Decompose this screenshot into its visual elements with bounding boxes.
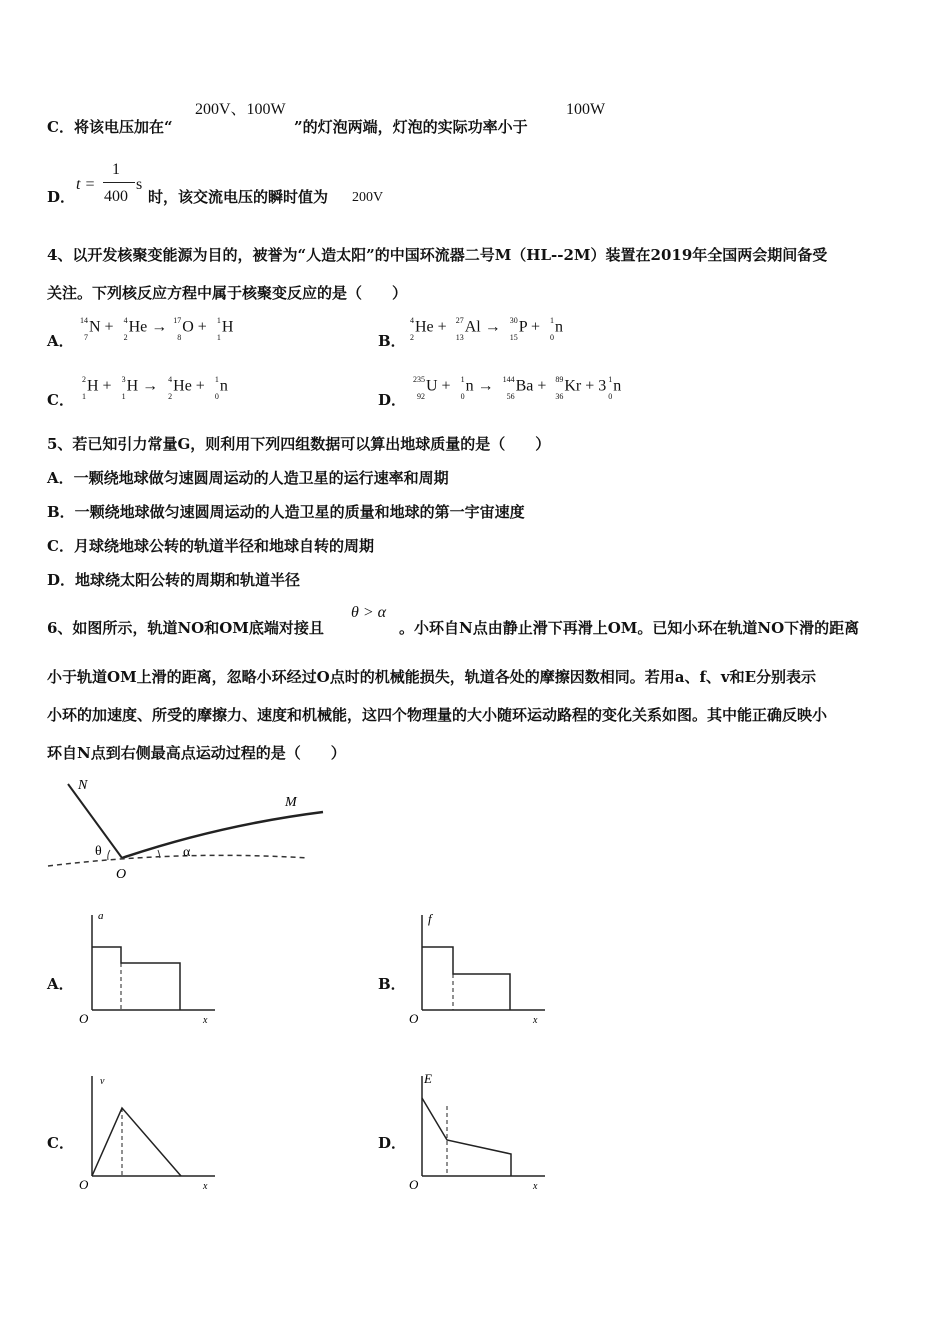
label-n: N (78, 778, 88, 793)
graph-c-curve (92, 1108, 181, 1176)
q6-line1b: 。小环自N点由静止滑下再滑上OM。已知小环在轨道NO下滑的距离 (399, 619, 860, 637)
option-c-label: C．将该电压加在“ (47, 118, 173, 136)
q5-option-a: A．一颗绕地球做匀速圆周运动的人造卫星的运行速率和周期 (47, 469, 449, 487)
q6-line4: 环自N点到右侧最高点运动过程的是（ ） (47, 744, 346, 762)
graph-c (75, 1068, 225, 1193)
graph-b-x-label: x (533, 1015, 538, 1026)
option-d-t: t = (76, 176, 96, 193)
theta-arc (108, 850, 110, 860)
q4-option-c-equation: 2 1 H + 3 1 H → 4 2 He + 1 0 n (82, 375, 228, 401)
q6-line1a: 6、如图所示，轨道NO和OM底端对接且 (47, 619, 324, 637)
q5-option-b: B．一颗绕地球做匀速圆周运动的人造卫星的质量和地球的第一宇宙速度 (47, 503, 525, 521)
option-d-label: D． (47, 188, 76, 206)
option-c-power: 100W (566, 101, 606, 118)
label-alpha: α (183, 845, 191, 860)
option-c-mid: ”的灯泡两端，灯泡的实际功率小于 (294, 118, 528, 136)
graph-b-y-label: f (428, 911, 432, 926)
option-d-num: 1 (112, 161, 120, 178)
option-d-unit: s (136, 176, 143, 193)
graph-a-y-label: a (98, 910, 104, 922)
graph-c-y-label: v (100, 1076, 105, 1087)
q6-line2: 小于轨道OM上滑的距离，忽略小环经过O点时的机械能损失，轨道各处的摩擦因数相同。若用a、f、v和E分别表示 (47, 668, 817, 686)
graph-b-curve (422, 947, 510, 1010)
horizontal-dashed-line (48, 855, 308, 866)
graph-c-x-label: x (203, 1181, 208, 1192)
q6-option-d-label: D． (378, 1134, 407, 1152)
label-o: O (116, 867, 127, 882)
label-m: M (285, 795, 297, 810)
q4-line1: 4、以开发核聚变能源为目的，被誉为“人造太阳”的中国环流器二号M（HL--2M）装置在2019年全国两会期间备受 (47, 246, 828, 264)
graph-d-x-label: x (533, 1181, 538, 1192)
graph-d (405, 1068, 555, 1193)
graph-a (75, 905, 225, 1030)
fraction-bar (103, 182, 135, 183)
q6-condition: θ > α (351, 604, 387, 621)
option-c-rating: 200V、100W (195, 101, 286, 118)
graph-b (405, 905, 555, 1030)
q4-option-c-label: C． (47, 391, 74, 409)
q5-option-c: C．月球绕地球公转的轨道半径和地球自转的周期 (47, 537, 374, 555)
q4-line2: 关注。下列核反应方程中属于核聚变反应的是（ ） (47, 284, 408, 302)
q6-option-c-label: C． (47, 1134, 74, 1152)
q4-option-a-equation: 14 7 N + 4 2 He → 17 8 O + 1 1 H (80, 316, 234, 342)
label-theta: θ (95, 844, 102, 859)
graph-d-origin: O (409, 1177, 419, 1192)
q4-option-a-label: A． (47, 332, 74, 350)
q6-line3: 小环的加速度、所受的摩擦力、速度和机械能，这四个物理量的大小随环运动路程的变化关系如图。其中能正确反映小 (47, 706, 828, 724)
option-d-text: 时，该交流电压的瞬时值为 (148, 188, 329, 206)
q4-option-d-equation: 235 92 U + 1 0 n → 144 56 Ba + 89 36 Kr + 3 1 0 n (413, 375, 622, 401)
q4-option-d-label: D． (378, 391, 407, 409)
option-c-line (47, 117, 173, 137)
graph-a-curve (92, 947, 180, 1010)
option-d-den: 400 (104, 188, 128, 205)
graph-a-origin: O (79, 1011, 89, 1026)
graph-d-curve (422, 1098, 511, 1176)
track-figure (40, 770, 340, 885)
q6-option-a-label: A． (47, 975, 74, 993)
graph-d-y-label: E (424, 1071, 432, 1086)
graph-a-x-label: x (203, 1015, 208, 1026)
q4-option-b-label: B． (378, 332, 406, 350)
q6-option-b-label: B． (378, 975, 406, 993)
track-om (122, 812, 323, 858)
option-d-volt: 200V (352, 190, 384, 205)
graph-b-origin: O (409, 1011, 419, 1026)
q5-option-d: D．地球绕太阳公转的周期和轨道半径 (47, 571, 301, 589)
q4-option-b-equation: 4 2 He + 27 13 Al → 30 15 P + 1 0 n (410, 316, 564, 342)
q5-stem: 5、若已知引力常量G，则利用下列四组数据可以算出地球质量的是（ ） (47, 435, 551, 453)
graph-c-origin: O (79, 1177, 89, 1192)
